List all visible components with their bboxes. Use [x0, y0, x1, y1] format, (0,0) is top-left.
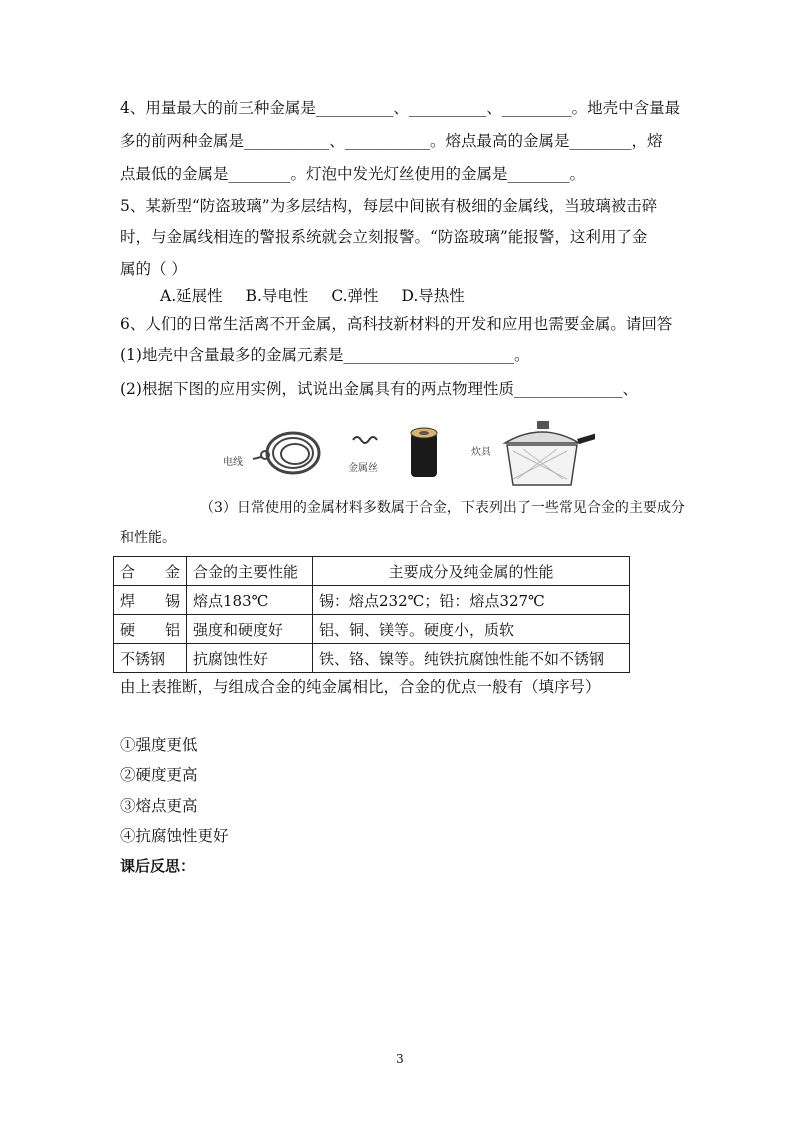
- q5-option-a: A.延展性: [160, 287, 223, 305]
- caption-wire: 电线: [223, 457, 243, 468]
- q5-line-2: 时，与金属线相连的警报系统就会立刻报警。“防盗玻璃”能报警，这利用了金: [120, 228, 648, 246]
- q6-sub-2: (2)根据下图的应用实例，试说出金属具有的两点物理性质______________、: [120, 380, 638, 398]
- table-cell: 焊 锡: [114, 586, 187, 615]
- alloy-properties-table: [113, 556, 630, 673]
- table-cell: 强度和硬度好: [187, 615, 313, 644]
- table-cell: 硬 铝: [114, 615, 187, 644]
- q6-sub-1: (1)地壳中含量最多的金属元素是______________________。: [120, 346, 530, 364]
- table-cell: 铁、铬、镍等。纯铁抗腐蚀性能不如不锈钢: [313, 644, 630, 673]
- q5-options: [160, 285, 483, 307]
- table-cell: 锡：熔点232℃；铅：熔点327℃: [313, 586, 630, 615]
- table-header-row: [114, 557, 630, 586]
- table-cell: 铝、铜、镁等。硬度小，质软: [313, 615, 630, 644]
- q6-sub-3-line-1: （3）日常使用的金属材料多数属于合金，下表列出了一些常见合金的主要成分: [200, 500, 685, 516]
- page-number: 3: [396, 1052, 404, 1066]
- caption-metal-wire: 金属丝: [348, 463, 378, 474]
- q4-line-1: 4、用量最大的前三种金属是__________、__________、_________。地壳中含量最: [120, 99, 681, 117]
- reflection-heading: 课后反思：: [120, 857, 196, 875]
- table-row: [114, 615, 630, 644]
- q6-sub-3-line-2: 和性能。: [120, 530, 176, 546]
- foil-roll-image: [411, 428, 437, 477]
- q4-line-3: 点最低的金属是________。灯泡中发光灯丝使用的金属是________。: [120, 165, 586, 183]
- q5-option-c: C.弹性: [331, 287, 379, 305]
- table-row: [114, 586, 630, 615]
- table-cell: 抗腐蚀性好: [187, 644, 313, 673]
- table-header-cell: 合 金: [114, 557, 187, 586]
- coiled-wire-image: [253, 433, 319, 473]
- table-row: [114, 644, 630, 673]
- q5-option-d: D.导热性: [401, 287, 465, 305]
- q5-line-3: 属的（ ）: [120, 260, 187, 278]
- q5-option-b: B.导电性: [245, 287, 309, 305]
- metal-items-illustration: [215, 415, 595, 490]
- table-cell: 不锈钢: [114, 644, 187, 673]
- choice-4: ④抗腐蚀性更好: [120, 827, 229, 845]
- q4-line-2: 多的前两种金属是___________、___________。熔点最高的金属是________，熔: [120, 132, 663, 150]
- q5-line-1: 5、某新型“防盗玻璃”为多层结构，每层中间嵌有极细的金属线，当玻璃被击碎: [120, 197, 658, 215]
- metal-applications-figure: [215, 415, 595, 490]
- after-table-question: 由上表推断，与组成合金的纯金属相比，合金的优点一般有（填序号）: [120, 678, 601, 696]
- choice-1: ①强度更低: [120, 736, 198, 754]
- metal-wire-image: [353, 437, 377, 443]
- q6-line-1: 6、人们的日常生活离不开金属，高科技新材料的开发和应用也需要金属。请回答: [120, 315, 673, 333]
- table-header-cell: 主要成分及纯金属的性能: [313, 557, 630, 586]
- choice-3: ③熔点更高: [120, 797, 198, 815]
- caption-cookware: 炊具: [471, 447, 491, 458]
- pressure-cooker-image: [505, 421, 595, 485]
- choice-2: ②硬度更高: [120, 766, 198, 784]
- table-cell: 熔点183℃: [187, 586, 313, 615]
- table-header-cell: 合金的主要性能: [187, 557, 313, 586]
